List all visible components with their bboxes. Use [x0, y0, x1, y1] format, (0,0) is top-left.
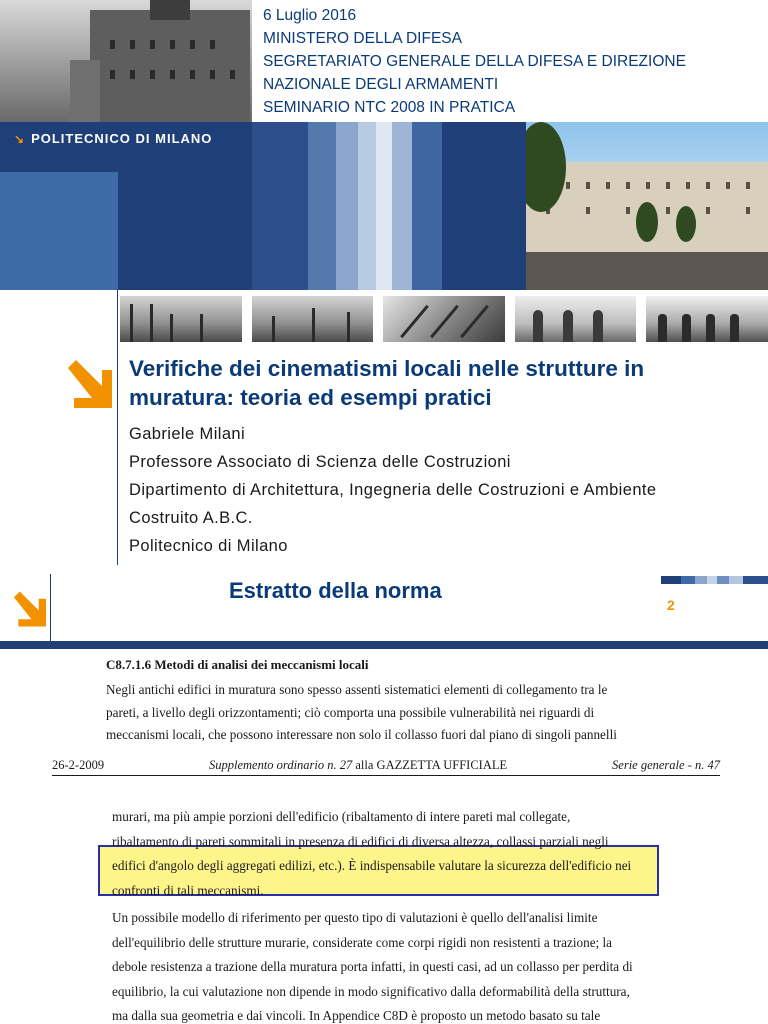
paragraph-line: ma dalla sua geometria e dai vincoli. In Appendice C8D è proposto un metodo basato su tale	[112, 1008, 601, 1023]
paragraph-line: Un possibile modello di riferimento per questo tipo di valutazioni è quello dell'analisi limite	[112, 910, 598, 925]
thumbnail-photo	[120, 296, 242, 342]
logo-band	[0, 122, 252, 172]
paragraph-line: dell'equilibrio delle strutture murarie, considerate come corpi rigidi non resistenti a trazione; la	[112, 934, 613, 950]
event-header	[263, 4, 763, 119]
paragraph-line: murari, ma più ampie porzioni dell'edificio (ribaltamento di intere pareti mal collegate,	[112, 809, 571, 824]
arrow-down-right-icon	[12, 590, 48, 628]
slide-band	[0, 641, 768, 649]
author-department: Dipartimento di Architettura, Ingegneria delle Costruzioni e Ambiente	[129, 481, 657, 499]
university-building-photo	[526, 122, 768, 290]
document-paragraph	[106, 679, 666, 747]
paragraph-line: edifici d'angolo degli aggregati edilizi, etc.). È indispensabile valutare la sicurezza dell'edificio nei	[112, 858, 632, 873]
polimi-logo-text: POLITECNICO DI MILANO	[31, 131, 213, 146]
event-org-line: NAZIONALE DEGLI ARMAMENTI	[263, 76, 499, 93]
paragraph-line: confronti di tali meccanismi.	[112, 882, 264, 898]
page-number: 2	[667, 597, 675, 613]
slide-title: Estratto della norma	[229, 578, 442, 603]
thumbnail-photo	[252, 296, 374, 342]
divider-line	[50, 574, 51, 642]
event-org-line: MINISTERO DELLA DIFESA	[263, 30, 462, 47]
arrow-down-right-icon: ↘	[14, 131, 26, 146]
title-line: muratura: teoria ed esempi pratici	[129, 385, 492, 410]
document-paragraph	[112, 805, 668, 903]
paragraph-line: pareti, a livello degli orizzontamenti; ciò comporta una possibile vulnerabilità nei riguardi di	[106, 704, 595, 720]
divider-line	[52, 775, 720, 776]
author-department: Costruito A.B.C.	[129, 509, 253, 527]
paragraph-line: debole resistenza a trazione della muratura porta infatti, in questi casi, ad un collasso per perdita di	[112, 959, 633, 974]
author-university: Politecnico di Milano	[129, 537, 288, 555]
presentation-title	[129, 354, 739, 412]
arrow-down-right-icon	[66, 358, 114, 410]
thumbnail-photo	[515, 296, 637, 342]
header-building-photo	[0, 0, 252, 122]
author-role: Professore Associato di Scienza delle Costruzioni	[129, 453, 511, 471]
decor-stripes	[661, 576, 768, 584]
gazette-series: Serie generale - n. 47	[612, 758, 720, 772]
paragraph-line: equilibrio, la cui valutazione non dipende in modo significativo dalla deformabilità della struttura,	[112, 983, 630, 999]
event-title-line: SEMINARIO NTC 2008 IN PRATICA	[263, 99, 516, 116]
polimi-logo	[14, 131, 212, 146]
author-block	[129, 420, 761, 560]
building-thumbnails	[120, 296, 768, 342]
decor-stripes	[252, 122, 526, 290]
gazette-date: 26-2-2009	[52, 758, 105, 772]
event-date: 6 Luglio 2016	[263, 7, 357, 24]
gazette-header	[52, 758, 720, 773]
paragraph-line: meccanismi locali, che possono interessare non solo il collasso fuori dal piano di singoli pannelli	[106, 727, 617, 742]
section-heading: C8.7.1.6 Metodi di analisi dei meccanismi locali	[106, 657, 369, 672]
divider-line	[117, 290, 118, 565]
thumbnail-photo	[383, 296, 505, 342]
event-org-line: SEGRETARIATO GENERALE DELLA DIFESA E DIREZIONE	[263, 53, 686, 70]
paragraph-line: Negli antichi edifici in muratura sono spesso assenti sistematici elementi di collegamento tra le	[106, 682, 608, 697]
author-name: Gabriele Milani	[129, 425, 246, 443]
paragraph-line: ribaltamento di pareti sommitali in presenza di edifici di diversa altezza, collassi parziali negli	[112, 833, 609, 849]
thumbnail-photo	[646, 296, 768, 342]
decor-block	[0, 172, 118, 290]
title-line: Verifiche dei cinematismi locali nelle strutture in	[129, 356, 645, 381]
gazette-title: Supplemento ordinario n. 27 alla GAZZETTA UFFICIALE	[208, 758, 508, 772]
decor-block	[118, 172, 252, 290]
document-paragraph	[112, 906, 668, 1024]
